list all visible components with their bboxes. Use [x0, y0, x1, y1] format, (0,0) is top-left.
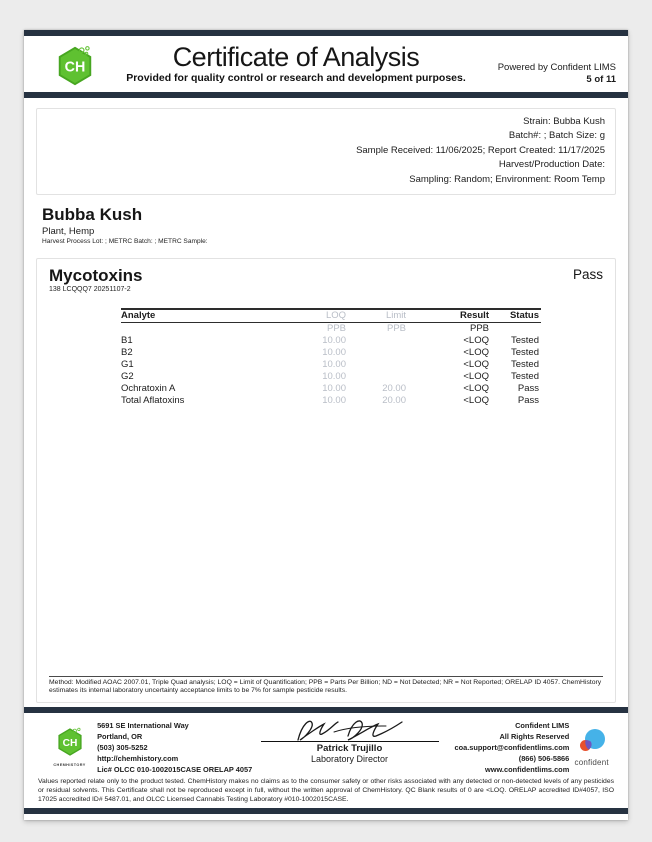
- cell-result: <LOQ: [463, 395, 489, 407]
- cell-limit: 20.00: [382, 395, 406, 407]
- confident-lims-block: [439, 718, 570, 773]
- lab-license: Lic# OLCC 010-1002015CASE ORELAP 4057: [97, 765, 253, 774]
- info-batch: Batch#: ; Batch Size: g: [508, 130, 605, 142]
- lims-phone: (866) 506-5866: [518, 754, 570, 763]
- cell-analyte: B1: [121, 335, 133, 347]
- method-note: Method: Modified AOAC 2007.01, Triple Quad analysis; LOQ = Limit of Quantification; PPB = Parts Per Billion; ND = Not Detected; NR = Not Reported; ORELAP ID 4057. ChemHistory estimates its internal laboratory uncertainty acceptance limits to be 7% for sample pesticide results.: [49, 676, 603, 696]
- cell-result: <LOQ: [463, 359, 489, 371]
- cell-analyte: Total Aflatoxins: [121, 395, 185, 407]
- sample-info-box: [36, 108, 616, 195]
- table-row: [121, 359, 541, 371]
- cell-limit: [346, 335, 406, 347]
- lims-website[interactable]: www.confidentlims.com: [484, 765, 570, 774]
- section-sample-id: 138 LCQQQ7 20251107-2: [49, 286, 131, 294]
- info-harvest: Harvest/Production Date:: [498, 159, 605, 171]
- cell-loq: 10.00: [322, 335, 346, 347]
- cell-analyte: G1: [121, 359, 134, 371]
- legal-disclaimer: Values reported relate only to the product tested. ChemHistory makes no claims as to the consumer safety or other risks associated with any detected or non-detected levels of any pesticides or residual solvents. This Certificate shall not be reproduced except in full, without the written approval of ChemHistory. QC Blank results of 0 are <LOQ. ORELAP accredited ID#4057, ISO 17025 accredited ID# 5487.01, and OLCC Licensed Cannabis Testing Laboratory #010-1002015CASE.: [38, 778, 614, 803]
- header-divider-bar: [24, 92, 628, 98]
- cell-limit: [346, 359, 406, 371]
- chemhistory-wordmark: CHEMHISTORY: [53, 763, 86, 767]
- sample-section: [36, 203, 616, 250]
- results-table-body: [121, 323, 541, 408]
- confident-wordmark: confident: [574, 758, 609, 767]
- lab-website[interactable]: http://chemhistory.com: [97, 754, 179, 763]
- signature-block: [261, 718, 439, 773]
- report-header: [24, 36, 628, 92]
- page-number: 5 of 11: [586, 74, 616, 85]
- cell-result: <LOQ: [463, 335, 489, 347]
- unit-result: PPB: [469, 323, 489, 335]
- cell-analyte: B2: [121, 347, 133, 359]
- units-row: [121, 323, 541, 336]
- cell-result: <LOQ: [463, 347, 489, 359]
- svg-text:CH: CH: [62, 738, 77, 750]
- table-row: [121, 383, 541, 395]
- chemhistory-hexagon-icon: [54, 45, 96, 87]
- page-subtitle: Provided for quality control or research and development purposes.: [126, 72, 466, 84]
- signature-line: [261, 741, 439, 742]
- powered-by-label: Powered by Confident LIMS: [497, 62, 616, 73]
- lab-city: Portland, OR: [97, 732, 143, 741]
- cell-status: Pass: [517, 383, 539, 395]
- lims-rights: All Rights Reserved: [499, 732, 570, 741]
- col-header-analyte: Analyte: [121, 309, 293, 323]
- confident-logo: [569, 718, 614, 773]
- cell-loq: 10.00: [322, 383, 346, 395]
- col-header-loq: LOQ: [293, 309, 346, 323]
- sample-name: Bubba Kush: [42, 205, 143, 225]
- sample-type: Plant, Hemp: [42, 226, 95, 238]
- chemhistory-logo: [42, 42, 108, 98]
- coa-page: [24, 30, 628, 820]
- lab-street: 5691 SE International Way: [97, 721, 189, 730]
- confident-circles-icon: [575, 728, 609, 754]
- cell-result: <LOQ: [463, 371, 489, 383]
- section-title: Mycotoxins: [49, 266, 143, 286]
- cell-limit: [346, 347, 406, 359]
- col-header-result: Result: [406, 309, 489, 323]
- cell-status: Tested: [511, 335, 539, 347]
- cell-loq: 10.00: [322, 347, 346, 359]
- cell-loq: 10.00: [322, 359, 346, 371]
- info-strain: Strain: Bubba Kush: [523, 116, 605, 127]
- lab-phone: (503) 305-5252: [97, 743, 148, 752]
- signatory-title: Laboratory Director: [310, 754, 389, 764]
- lims-name: Confident LIMS: [515, 721, 570, 730]
- table-header-row: [121, 309, 541, 323]
- col-header-status: Status: [489, 309, 541, 323]
- sample-metrc-line: Harvest Process Lot: ; METRC Batch: ; METRC Sample:: [42, 238, 208, 246]
- section-status-badge: Pass: [572, 267, 603, 283]
- signatory-name: Patrick Trujillo: [316, 743, 383, 754]
- footer-chemhistory-logo: [42, 718, 97, 773]
- results-table: [121, 308, 541, 407]
- table-row: [121, 347, 541, 359]
- page-title: Certificate of Analysis: [172, 42, 420, 72]
- info-sampling: Sampling: Random; Environment: Room Temp: [409, 173, 605, 185]
- unit-loq: PPB: [326, 323, 346, 335]
- report-footer: [24, 713, 628, 775]
- cell-limit: [346, 371, 406, 383]
- cell-loq: 10.00: [322, 371, 346, 383]
- cell-loq: 10.00: [322, 395, 346, 407]
- table-row: [121, 371, 541, 383]
- cell-result: <LOQ: [463, 383, 489, 395]
- lab-address-block: [97, 718, 260, 773]
- cell-status: Pass: [517, 395, 539, 407]
- chemhistory-hexagon-icon: [55, 727, 85, 757]
- mycotoxins-section: [36, 258, 616, 703]
- unit-limit: PPB: [386, 323, 406, 335]
- col-header-limit: Limit: [346, 309, 406, 323]
- lims-email[interactable]: coa.support@confidentlims.com: [454, 743, 570, 752]
- cell-limit: 20.00: [382, 383, 406, 395]
- cell-analyte: Ochratoxin A: [121, 383, 176, 395]
- svg-text:CH: CH: [64, 59, 86, 76]
- cell-analyte: G2: [121, 371, 134, 383]
- cell-status: Tested: [511, 371, 539, 383]
- cell-status: Tested: [511, 359, 539, 371]
- cell-status: Tested: [511, 347, 539, 359]
- table-row: [121, 335, 541, 347]
- info-dates: Sample Received: 11/06/2025; Report Created: 11/17/2025: [356, 144, 605, 156]
- table-row: [121, 395, 541, 407]
